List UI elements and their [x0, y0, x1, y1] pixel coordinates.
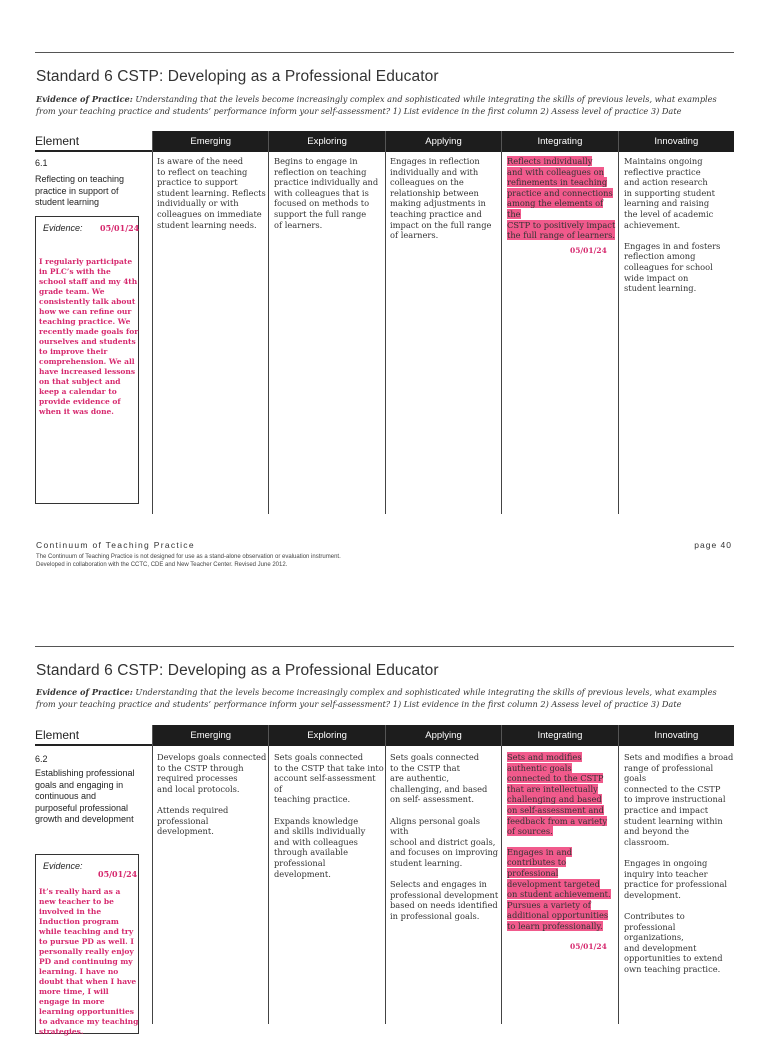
evidence-box [35, 216, 139, 504]
page-number: page 40 [694, 540, 732, 550]
integrating-date: 05/01/24 [570, 246, 607, 255]
highlighted-line: on student achievement. [507, 889, 611, 900]
highlighted-line: challenging and based [507, 794, 602, 805]
highlighted-line: feedback from a variety [507, 815, 608, 826]
highlighted-line: practice and connections [507, 187, 613, 198]
highlighted-line: Sets and modifies [507, 752, 582, 762]
highlighted-line: of sources. [507, 826, 553, 837]
column-divider [618, 746, 619, 1024]
element-title: Reflecting on teaching practice in support of student learning [35, 174, 125, 207]
evidence-date: 05/01/24 [100, 223, 140, 233]
element-number: 6.1 [35, 158, 48, 168]
emerging-text: Is aware of the need to reflect on teaching practice to support student learning. Reflects individually or with colleagues on immediate student learning needs. [157, 156, 266, 230]
header-element: Element [35, 725, 152, 746]
header-innovating: Innovating [618, 725, 734, 746]
evidence-box [35, 854, 139, 1034]
highlighted-line: authentic goals [507, 762, 572, 773]
highlighted-line: Pursues a variety of [507, 899, 591, 910]
element-number: 6.2 [35, 754, 48, 764]
header-emerging: Emerging [152, 131, 268, 152]
column-divider [152, 746, 153, 1024]
header-innovating: Innovating [618, 131, 734, 152]
evidence-of-practice: Evidence of Practice: Understanding that the levels become increasingly complex and sophisticated while integrating the skills of previous levels, what examples from your teaching practice and students’ performance inform your self-assessment? 1) List evidence in the first column 2) Assess level of practice 3) Date [36, 94, 717, 116]
evidence-date: 05/01/24 [98, 869, 138, 879]
header-exploring: Exploring [268, 725, 384, 746]
applying-text: Sets goals connected to the CSTP that are authentic, challenging, and based on self- assessment. Aligns personal goals with school and district goals, and focuses on improving student learning. Selects and engages in professional development based on needs identified in professional goals. [390, 752, 499, 921]
header-element: Element [35, 131, 152, 152]
page-title: Standard 6 CSTP: Developing as a Professional Educator [36, 68, 439, 85]
column-divider [501, 152, 502, 514]
column-divider [385, 152, 386, 514]
column-divider [618, 152, 619, 514]
header-integrating: Integrating [501, 725, 617, 746]
highlighted-line: among the elements of the [507, 198, 604, 219]
highlighted-line: contributes to professional [507, 857, 567, 878]
integrating-text [507, 752, 617, 932]
top-rule [35, 52, 734, 53]
element-title: Establishing professional goals and engaging in continuous and purposeful professional growth and development [35, 768, 135, 824]
evidence-text: I regularly participate in PLC’s with the school staff and my 4th grade team. We consistently talk about how we can refine our teaching practice. We recently made goals for ourselves and students to improve their comprehension. We all have increased lessons on that subject and keep a calendar to provide evidence of when it was done. [39, 257, 139, 416]
evidence-label: Evidence: [43, 223, 83, 233]
rubric-body [35, 152, 734, 514]
footer-title: Continuum of Teaching Practice [36, 540, 195, 550]
applying-text: Engages in reflection individually and with colleagues on the relationship between making adjustments in teaching practice and impact on the full range of learners. [390, 156, 492, 241]
header-emerging: Emerging [152, 725, 268, 746]
column-divider [268, 746, 269, 1024]
highlighted-line: development targeted [507, 878, 600, 889]
highlighted-line: additional opportunities [507, 910, 609, 921]
footer-note: The Continuum of Teaching Practice is not designed for use as a stand-alone observation or evaluation instrument. Developed in collaboration with the CCTC, CDE and New Teacher Center. Revised June 2012. [36, 554, 341, 568]
highlighted-line: and with colleagues on [507, 166, 604, 177]
highlighted-line: Reflects individually [507, 156, 593, 166]
exploring-text: Begins to engage in reflection on teaching practice individually and with colleagues that is focused on methods to support the full range of learners. [274, 156, 379, 230]
emerging-text: Develops goals connected to the CSTP through required processes and local protocols. Attends required professional development. [157, 752, 267, 837]
highlighted-line: refinements in teaching [507, 177, 608, 188]
column-divider [385, 746, 386, 1024]
rubric-header [35, 725, 734, 746]
rubric-header [35, 131, 734, 152]
highlighted-line: that are intellectually [507, 783, 598, 794]
integrating-text [507, 156, 617, 241]
page-title: Standard 6 CSTP: Developing as a Professional Educator [36, 662, 439, 679]
highlighted-line: to learn professionally. [507, 920, 603, 931]
highlighted-line: the full range of learners. [507, 230, 615, 241]
column-divider [268, 152, 269, 514]
rubric-body [35, 746, 734, 1036]
innovating-text: Maintains ongoing reflective practice and action research in supporting student learning and raising the level of academic achievement. Engages in and fosters reflection among colleagues for school wide impact on student learning. [624, 156, 721, 294]
header-applying: Applying [385, 131, 501, 152]
highlighted-line: CSTP to positively impact [507, 219, 616, 230]
exploring-text: Sets goals connected to the CSTP that take into account self-assessment of teaching practice. Expands knowledge and skills individually and with colleagues through available professional development. [274, 752, 384, 879]
innovating-text: Sets and modifies a broad range of professional goals connected to the CSTP to improve instructional practice and impact student learning within and beyond the classroom. Engages in ongoing inquiry into teacher practice for professional development. Contributes to professional organizations, and development opportunities to extend own teaching practice. [624, 752, 734, 974]
column-divider [501, 746, 502, 1024]
highlighted-line: Engages in and [507, 846, 573, 857]
header-exploring: Exploring [268, 131, 384, 152]
header-applying: Applying [385, 725, 501, 746]
integrating-date: 05/01/24 [570, 942, 607, 951]
column-divider [152, 152, 153, 514]
highlighted-line: connected to the CSTP [507, 773, 604, 784]
evidence-of-practice: Evidence of Practice: Understanding that the levels become increasingly complex and sophisticated while integrating the skills of previous levels, what examples from your teaching practice and students’ performance inform your self-assessment? 1) List evidence in the first column 2) Assess level of practice 3) Date [36, 687, 717, 709]
evidence-label: Evidence: [43, 861, 83, 871]
top-rule [35, 646, 734, 647]
header-integrating: Integrating [501, 131, 617, 152]
highlighted-line: on self-assessment and [507, 804, 604, 815]
evidence-text: It’s really hard as a new teacher to be involved in the Induction program while teaching and try to pursue PD as well. I personally really enjoy PD and continuing my learning. I have no doubt that when I have more time, I will engage in more learning opportunities to advance my teaching strategies. [39, 887, 139, 1036]
